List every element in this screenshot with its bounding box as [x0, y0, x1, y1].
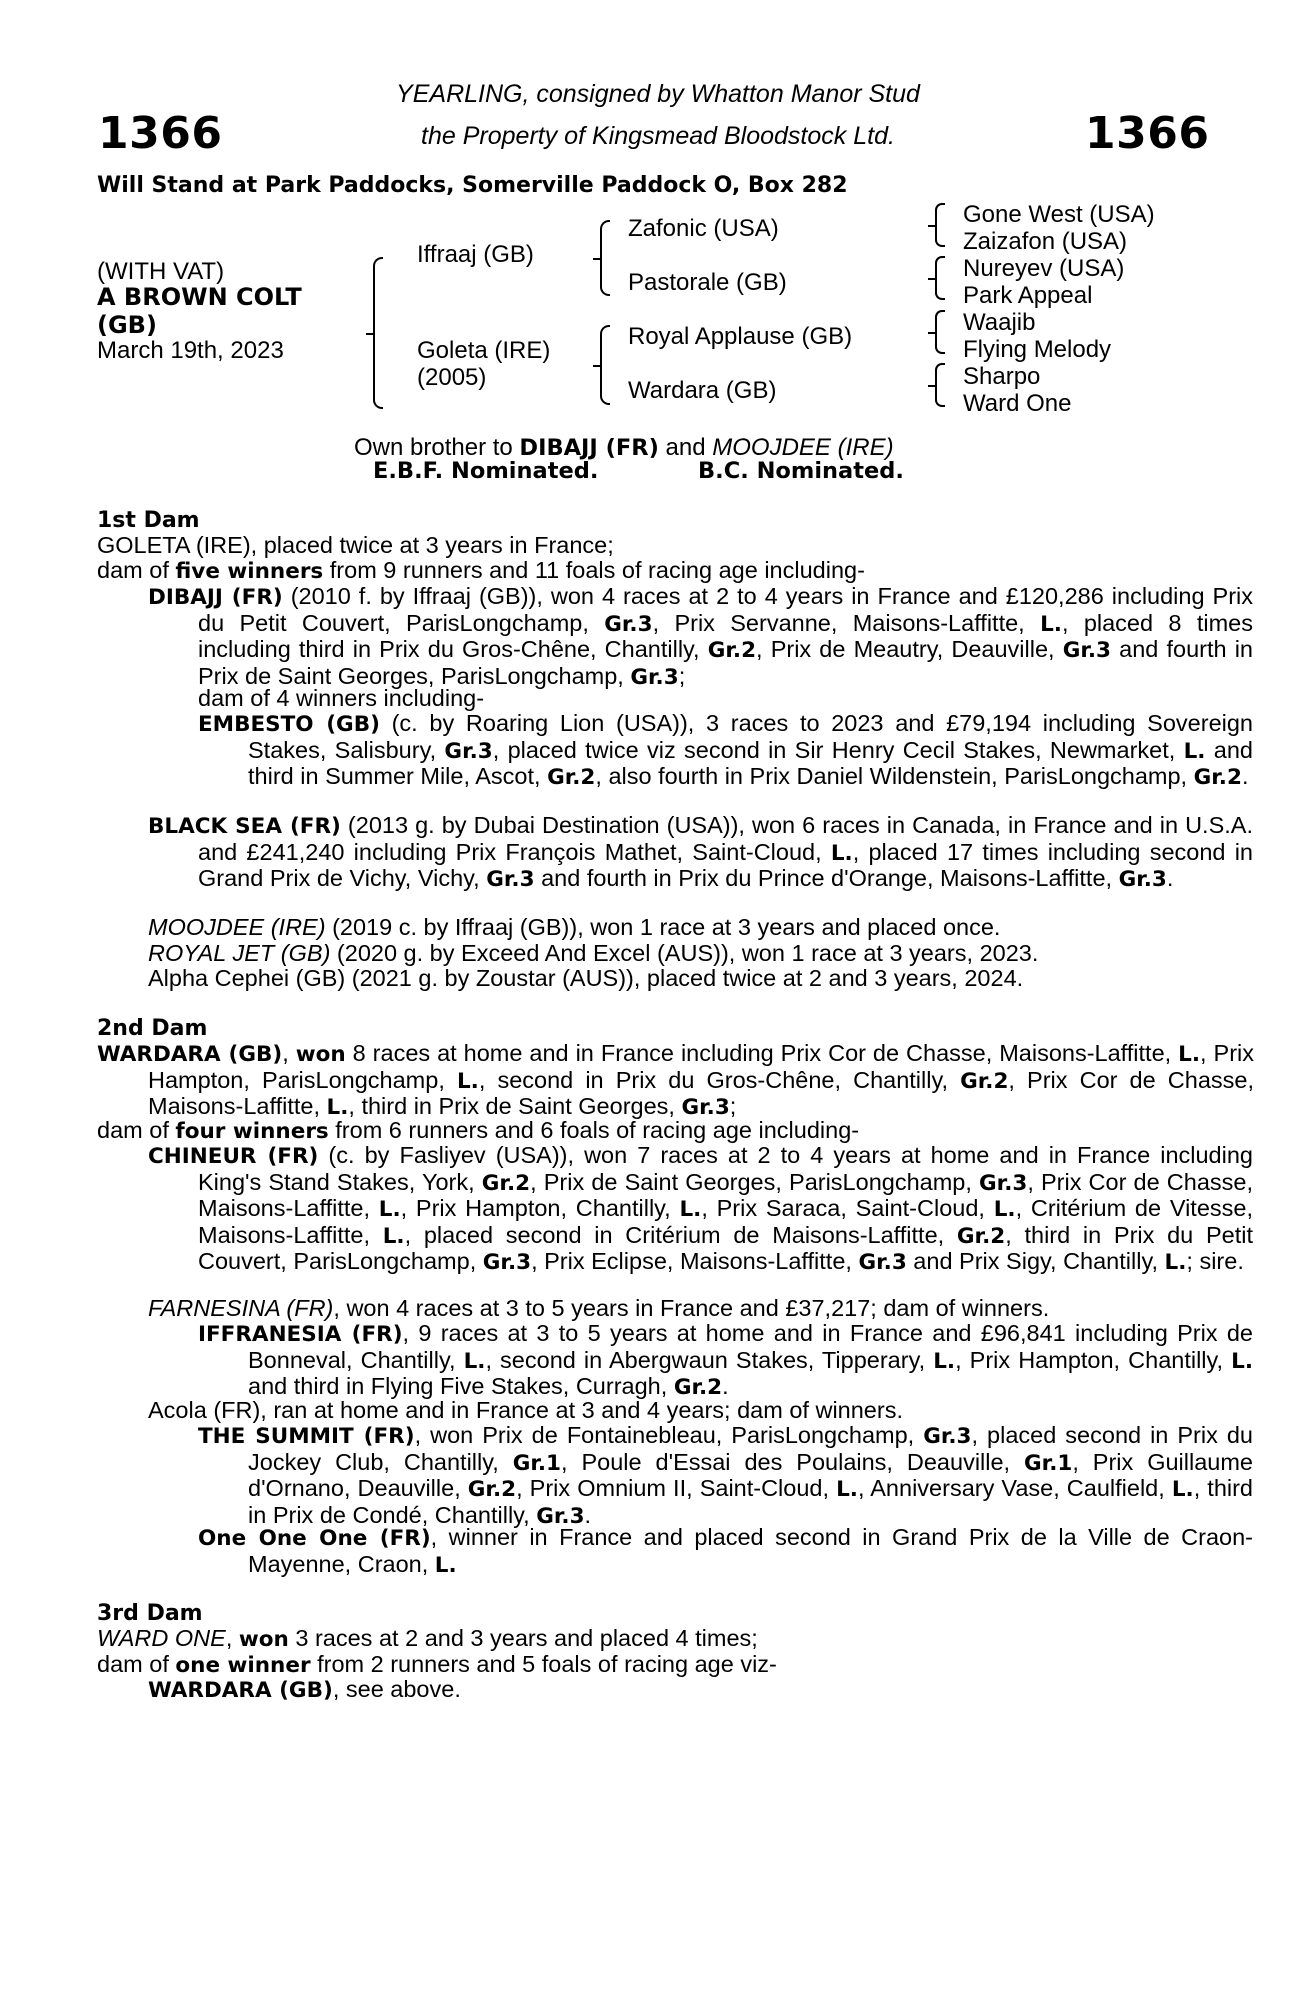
pedigree-brace-ss	[935, 203, 945, 247]
entry-wardara-ref: WARDARA (GB), see above.	[148, 1676, 461, 1703]
entry-acola: Acola (FR), ran at home and in France at 3 and 4 years; dam of winners.	[148, 1397, 903, 1423]
second-dam-heading: 2nd Dam	[97, 1016, 208, 1041]
pedigree-brace-main	[373, 257, 383, 409]
gg-sdd: Park Appeal	[963, 282, 1093, 309]
entry-black-sea: BLACK SEA (FR) (2013 g. by Dubai Destination (USA)), won 6 races in Canada, in France and in U.S.A. and £241,240 including Prix François Mathet, Saint-Cloud, L., placed 17 times including second in Grand Prix de Vichy, Vichy, Gr.3 and fourth in Prix du Prince d'Orange, Maisons-Laffitte, Gr.3.	[148, 812, 1253, 892]
entry-ward-one: WARD ONE, won 3 races at 2 and 3 years and placed 4 times;	[97, 1625, 758, 1652]
entry-royal-jet: ROYAL JET (GB) (2020 g. by Exceed And Excel (AUS)), won 1 race at 3 years, 2023.	[148, 940, 1039, 966]
third-dam-produce-line: dam of one winner from 2 runners and 5 foals of racing age viz-	[97, 1651, 777, 1678]
first-dam-line: GOLETA (IRE), placed twice at 3 years in France;	[97, 532, 614, 558]
first-dam-heading: 1st Dam	[97, 508, 200, 533]
sire-name: Iffraaj (GB)	[417, 241, 534, 268]
vat-label: (WITH VAT)	[97, 258, 225, 285]
dam-name: Goleta (IRE)	[417, 337, 551, 364]
first-dam-produce-line: dam of five winners from 9 runners and 11 foals of racing age including-	[97, 557, 865, 584]
gg-ssd: Zaizafon (USA)	[963, 228, 1128, 255]
entry-wardara: WARDARA (GB), won 8 races at home and in France including Prix Cor de Chasse, Maisons-Laffitte, L., Prix Hampton, ParisLongchamp, L., second in Prix du Gros-Chêne, Chantilly, Gr.2, Prix Cor de Chasse, Maisons-Laffitte, L., third in Prix de Saint Georges, Gr.3;	[97, 1040, 1254, 1120]
horse-country: (GB)	[97, 311, 157, 339]
ebf-nominated: E.B.F. Nominated.	[373, 458, 599, 484]
pedigree-brace-sire	[600, 220, 610, 296]
third-dam-heading: 3rd Dam	[97, 1601, 203, 1626]
gg-sss: Gone West (USA)	[963, 201, 1155, 228]
entry-alpha-cephei: Alpha Cephei (GB) (2021 g. by Zoustar (AUS)), placed twice at 2 and 3 years, 2024.	[148, 965, 1024, 991]
pedigree-brace-dd	[935, 363, 945, 407]
entry-dibajj: DIBAJJ (FR) (2010 f. by Iffraaj (GB)), won 4 races at 2 to 4 years in France and £120,286 including Prix du Petit Couvert, ParisLongchamp, Gr.3, Prix Servanne, Maisons-Laffitte, L., placed 8 times including third in Prix du Gros-Chêne, Chantilly, Gr.2, Prix de Meautry, Deauville, Gr.3 and fourth in Prix de Saint Georges, ParisLongchamp, Gr.3;	[148, 583, 1253, 690]
property-line: the Property of Kingsmead Bloodstock Ltd.	[421, 122, 895, 150]
sires-dam: Pastorale (GB)	[628, 269, 787, 296]
own-brother-line: Own brother to DIBAJJ (FR) and MOOJDEE (IRE)	[354, 434, 894, 461]
entry-chineur: CHINEUR (FR) (c. by Fasliyev (USA)), won 7 races at 2 to 4 years at home and in France including King's Stand Stakes, York, Gr.2, Prix de Saint Georges, ParisLongchamp, Gr.3, Prix Cor de Chasse, Maisons-Laffitte, L., Prix Hampton, Chantilly, L., Prix Saraca, Saint-Cloud, L., Critérium de Vitesse, Maisons-Laffitte, L., placed second in Critérium de Maisons-Laffitte, Gr.2, third in Prix du Petit Couvert, ParisLongchamp, Gr.3, Prix Eclipse, Maisons-Laffitte, Gr.3 and Prix Sigy, Chantilly, L.; sire.	[148, 1142, 1254, 1275]
stand-location: Will Stand at Park Paddocks, Somerville Paddock O, Box 282	[97, 173, 848, 198]
gg-dds: Sharpo	[963, 363, 1041, 390]
sires-sire: Zafonic (USA)	[628, 215, 779, 242]
dam-year: (2005)	[417, 364, 487, 391]
entry-the-summit: THE SUMMIT (FR), won Prix de Fontainebleau, ParisLongchamp, Gr.3, placed second in Prix du Jockey Club, Chantilly, Gr.1, Poule d'Essai des Poulains, Deauville, Gr.1, Prix Guillaume d'Ornano, Deauville, Gr.2, Prix Omnium II, Saint-Cloud, L., Anniversary Vase, Caulfield, L., third in Prix de Condé, Chantilly, Gr.3.	[198, 1422, 1254, 1529]
gg-dsd: Flying Melody	[963, 336, 1112, 363]
foaling-date: March 19th, 2023	[97, 337, 284, 364]
gg-ddd: Ward One	[963, 390, 1072, 417]
pedigree-brace-ds	[935, 310, 945, 354]
dibajj-dam-of: dam of 4 winners including-	[198, 685, 485, 711]
gg-dss: Waajib	[963, 309, 1036, 336]
dams-dam: Wardara (GB)	[628, 377, 777, 404]
second-dam-produce-line: dam of four winners from 6 runners and 6 foals of racing age including-	[97, 1117, 860, 1144]
pedigree-brace-sd	[935, 256, 945, 300]
pedigree-brace-dam	[600, 325, 610, 405]
entry-iffranesia: IFFRANESIA (FR), 9 races at 3 to 5 years at home and in France and £96,841 including Prix de Bonneval, Chantilly, L., second in Abergwaun Stakes, Tipperary, L., Prix Hampton, Chantilly, L. and third in Flying Five Stakes, Curragh, Gr.2.	[198, 1320, 1254, 1400]
horse-description: A BROWN COLT	[97, 283, 302, 311]
gg-sds: Nureyev (USA)	[963, 255, 1125, 282]
dams-sire: Royal Applause (GB)	[628, 323, 853, 350]
entry-embesto: EMBESTO (GB) (c. by Roaring Lion (USA)), 3 races to 2023 and £79,194 including Sovereign Stakes, Salisbury, Gr.3, placed twice viz second in Sir Henry Cecil Stakes, Newmarket, L. and third in Summer Mile, Ascot, Gr.2, also fourth in Prix Daniel Wildenstein, ParisLongchamp, Gr.2.	[198, 710, 1253, 790]
entry-farnesina: FARNESINA (FR), won 4 races at 3 to 5 years in France and £37,217; dam of winners.	[148, 1295, 1050, 1321]
entry-one-one-one: One One One (FR), winner in France and placed second in Grand Prix de la Ville de Craon-Mayenne, Craon, L.	[198, 1524, 1253, 1578]
lot-number-left: 1366	[98, 108, 223, 159]
consignor-line: YEARLING, consigned by Whatton Manor Stud	[396, 80, 920, 108]
brother-moojdee: MOOJDEE (IRE)	[712, 434, 894, 461]
lot-number-right: 1366	[1085, 108, 1210, 159]
entry-moojdee: MOOJDEE (IRE) (2019 c. by Iffraaj (GB)), won 1 race at 3 years and placed once.	[148, 914, 1001, 940]
bc-nominated: B.C. Nominated.	[698, 458, 904, 484]
brother-dibajj: DIBAJJ (FR)	[519, 435, 659, 461]
